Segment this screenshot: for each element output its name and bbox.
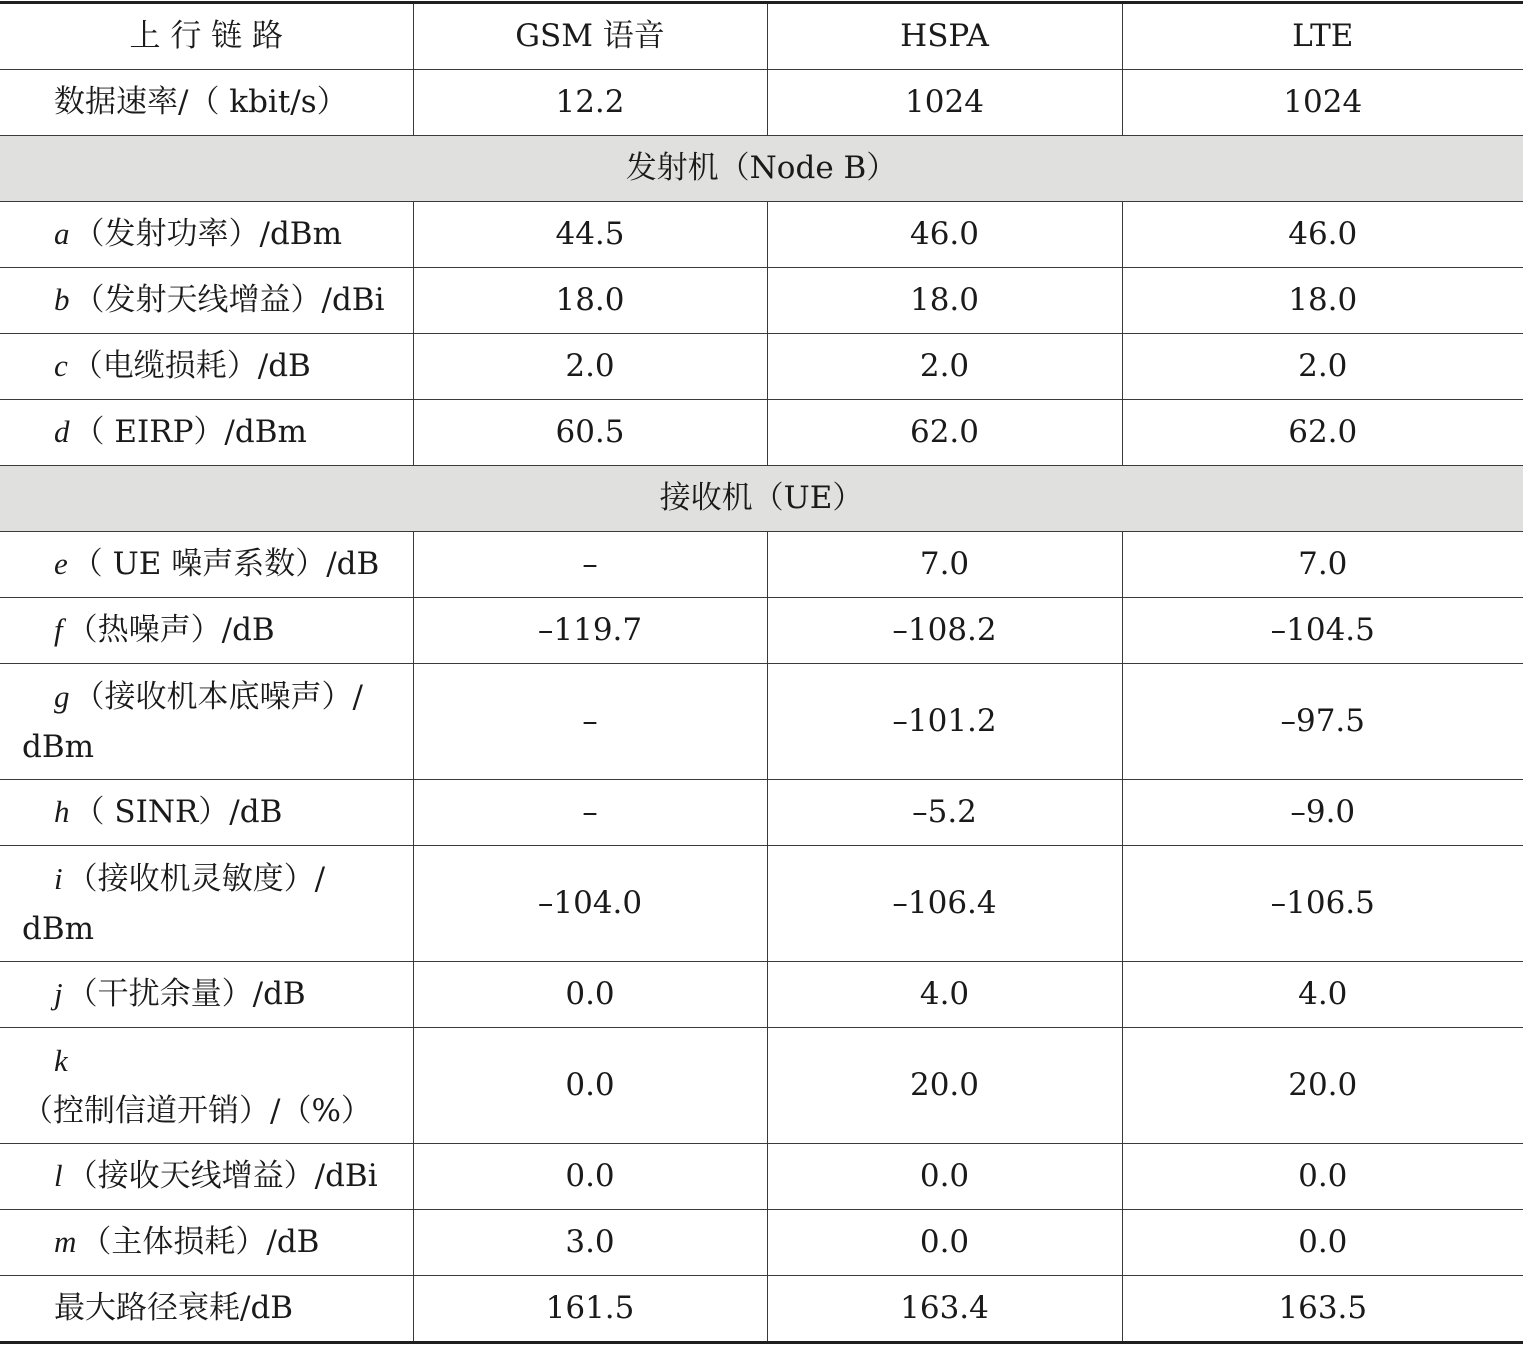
row-label-text: （ EIRP）/dBm xyxy=(73,414,307,451)
row-label-text: （ UE 噪声系数）/dB xyxy=(71,546,380,583)
row-label-text: （干扰余量）/dB xyxy=(66,976,306,1013)
cell-lte: 18.0 xyxy=(1122,268,1523,334)
cell-hspa: 62.0 xyxy=(767,400,1122,466)
table-row-total xyxy=(0,1276,1523,1343)
section-title: 接收机（UE） xyxy=(0,466,1523,532)
row-label-text: （电缆损耗）/dB xyxy=(71,348,311,385)
header-cell-gsm: GSM 语音 xyxy=(413,3,767,70)
row-label: 最大路径衰耗/dB xyxy=(0,1276,413,1343)
section-title: 发射机（Node B） xyxy=(0,136,1523,202)
row-label xyxy=(0,202,413,268)
row-label: 数据速率/（ kbit/s） xyxy=(0,70,413,136)
row-label xyxy=(0,400,413,466)
cell-lte: 0.0 xyxy=(1122,1144,1523,1210)
variable-symbol: a xyxy=(54,216,70,252)
cell-gsm: 3.0 xyxy=(413,1210,767,1276)
cell-lte: 46.0 xyxy=(1122,202,1523,268)
table-row xyxy=(0,598,1523,664)
cell-hspa: 20.0 xyxy=(767,1028,1122,1144)
cell-gsm: –119.7 xyxy=(413,598,767,664)
row-label-text: （接收机本底噪声）/ dBm xyxy=(22,678,363,765)
variable-symbol: m xyxy=(54,1224,77,1260)
cell-gsm: 2.0 xyxy=(413,334,767,400)
cell-gsm: – xyxy=(413,780,767,846)
cell-gsm: 60.5 xyxy=(413,400,767,466)
cell-gsm: 18.0 xyxy=(413,268,767,334)
link-budget-table xyxy=(0,1,1523,1344)
row-label-text: （控制信道开销）/（%） xyxy=(22,1092,372,1129)
header-cell-hspa: HSPA xyxy=(767,3,1122,70)
cell-hspa: 1024 xyxy=(767,70,1122,136)
cell-lte: –9.0 xyxy=(1122,780,1523,846)
cell-gsm: 0.0 xyxy=(413,1028,767,1144)
cell-lte: 20.0 xyxy=(1122,1028,1523,1144)
table-row xyxy=(0,1144,1523,1210)
table-row xyxy=(0,846,1523,962)
row-label-text: （热噪声）/dB xyxy=(66,612,275,649)
table-row xyxy=(0,268,1523,334)
cell-hspa: –108.2 xyxy=(767,598,1122,664)
table-row xyxy=(0,70,1523,136)
row-label xyxy=(0,664,413,780)
table-row xyxy=(0,400,1523,466)
cell-lte: –97.5 xyxy=(1122,664,1523,780)
cell-gsm: 161.5 xyxy=(413,1276,767,1343)
variable-symbol: g xyxy=(54,678,70,714)
cell-lte: 1024 xyxy=(1122,70,1523,136)
cell-lte: –104.5 xyxy=(1122,598,1523,664)
table-row xyxy=(0,1028,1523,1144)
row-label xyxy=(0,780,413,846)
cell-hspa: 2.0 xyxy=(767,334,1122,400)
cell-hspa: 0.0 xyxy=(767,1210,1122,1276)
row-label-text: （主体损耗）/dB xyxy=(80,1224,320,1261)
row-label xyxy=(0,1144,413,1210)
cell-hspa: 0.0 xyxy=(767,1144,1122,1210)
header-cell-lte: LTE xyxy=(1122,3,1523,70)
cell-lte: 4.0 xyxy=(1122,962,1523,1028)
row-label-text: （接收机灵敏度）/ dBm xyxy=(22,860,326,947)
table-row xyxy=(0,1210,1523,1276)
table-row xyxy=(0,664,1523,780)
cell-lte: 0.0 xyxy=(1122,1210,1523,1276)
row-label-text: （发射天线增益）/dBi xyxy=(73,282,385,319)
cell-gsm: 0.0 xyxy=(413,1144,767,1210)
cell-gsm: 0.0 xyxy=(413,962,767,1028)
variable-symbol: d xyxy=(54,414,70,450)
variable-symbol: k xyxy=(54,1042,68,1078)
header-row xyxy=(0,3,1523,70)
row-label xyxy=(0,1210,413,1276)
table-row xyxy=(0,780,1523,846)
cell-lte: 2.0 xyxy=(1122,334,1523,400)
table-row xyxy=(0,962,1523,1028)
variable-symbol: j xyxy=(54,976,63,1012)
row-label xyxy=(0,268,413,334)
section-row-receiver xyxy=(0,466,1523,532)
cell-lte: 163.5 xyxy=(1122,1276,1523,1343)
section-row-transmitter xyxy=(0,136,1523,202)
row-label xyxy=(0,846,413,962)
variable-symbol: e xyxy=(54,546,68,582)
cell-hspa: 46.0 xyxy=(767,202,1122,268)
cell-hspa: –106.4 xyxy=(767,846,1122,962)
cell-gsm: –104.0 xyxy=(413,846,767,962)
cell-hspa: 7.0 xyxy=(767,532,1122,598)
row-label xyxy=(0,334,413,400)
cell-hspa: –5.2 xyxy=(767,780,1122,846)
variable-symbol: l xyxy=(54,1158,63,1194)
row-label xyxy=(0,598,413,664)
variable-symbol: b xyxy=(54,282,70,318)
cell-lte: 7.0 xyxy=(1122,532,1523,598)
variable-symbol: h xyxy=(54,794,70,830)
row-label xyxy=(0,532,413,598)
cell-hspa: –101.2 xyxy=(767,664,1122,780)
row-label xyxy=(0,1028,413,1144)
row-label-text: （发射功率）/dBm xyxy=(73,216,342,253)
cell-gsm: – xyxy=(413,532,767,598)
table-row xyxy=(0,334,1523,400)
cell-lte: –106.5 xyxy=(1122,846,1523,962)
cell-gsm: – xyxy=(413,664,767,780)
cell-hspa: 18.0 xyxy=(767,268,1122,334)
table-row xyxy=(0,202,1523,268)
cell-lte: 62.0 xyxy=(1122,400,1523,466)
variable-symbol: i xyxy=(54,860,63,896)
cell-hspa: 163.4 xyxy=(767,1276,1122,1343)
row-label xyxy=(0,962,413,1028)
table-row xyxy=(0,532,1523,598)
cell-gsm: 12.2 xyxy=(413,70,767,136)
variable-symbol: c xyxy=(54,348,68,384)
row-label-text: （接收天线增益）/dBi xyxy=(66,1158,378,1195)
header-cell-uplink: 上 行 链 路 xyxy=(0,3,413,70)
variable-symbol: f xyxy=(54,612,63,648)
cell-gsm: 44.5 xyxy=(413,202,767,268)
row-label-text: （ SINR）/dB xyxy=(73,794,283,831)
cell-hspa: 4.0 xyxy=(767,962,1122,1028)
